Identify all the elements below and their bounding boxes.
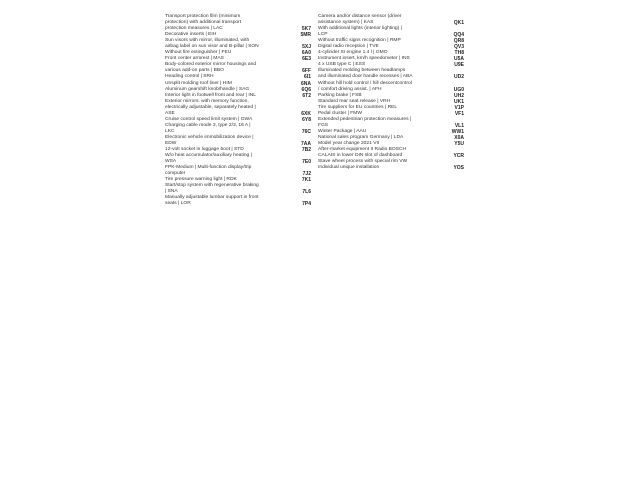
option-description: Aluminum gearshift knob/handle | SAG: [165, 86, 250, 92]
option-code: X0A: [454, 134, 464, 141]
option-description: Without fire extinguisher | FEU: [165, 50, 232, 56]
option-description: Model year change 2021 VII: [318, 140, 380, 146]
option-description: Transport protection film (minimum protection) with additional transport protection measures | LAC: [165, 14, 242, 32]
option-code: 7E0: [302, 159, 311, 166]
option-description: Charging cable mode 3, type 2/3, 16 A | LKC: [165, 122, 251, 134]
options-column-left: [165, 14, 311, 208]
option-description: Interior light in footwell front and rear | INL: [165, 92, 256, 98]
option-code: 6Y8: [302, 116, 311, 123]
option-code: UK1: [453, 98, 464, 105]
option-description: Manually adjustable lumbar support in front seats | LOR: [165, 195, 259, 207]
option-description: Digital radio reception | TVE: [318, 44, 379, 50]
option-description: Front center armrest | MAS: [165, 56, 224, 62]
option-code: 7AA: [300, 140, 311, 147]
option-code: 76C: [301, 128, 311, 135]
option-code: TH8: [454, 50, 464, 57]
option-description: Parking brake | FSB: [318, 92, 362, 98]
option-row: [318, 81, 464, 93]
option-code: 6XK: [301, 110, 311, 117]
option-code: YCR: [453, 153, 464, 160]
option-description: Decorative inserts | EIH: [165, 32, 217, 38]
option-code: 6Q6: [301, 86, 311, 93]
option-code: 5K7: [301, 26, 311, 33]
option-code: V1P: [454, 104, 464, 111]
option-description: W/o heat accumulator/auxiliary heating | WSA: [165, 153, 252, 165]
option-code: QQ4: [453, 32, 464, 39]
option-description: With additional lights (interior lighting) | LCP: [318, 26, 402, 38]
option-code: 6FF: [302, 68, 311, 75]
option-description: Tire pressure warning light | RDK: [165, 177, 237, 183]
option-description: Unsplit molding roof liner | HIM: [165, 80, 232, 86]
option-description: 12-volt socket in luggage boot | STD: [165, 147, 244, 153]
option-description: Tire suppliers for EU countries | REL: [318, 104, 398, 110]
option-description: Instrument insert, km/h speedometer | INS: [318, 56, 410, 62]
option-description: Pedal cluster | FMW: [318, 110, 362, 116]
option-code: VF1: [454, 110, 464, 117]
option-description: Extended pedestrian protection measures | FGS: [318, 116, 412, 128]
option-row: [165, 195, 311, 207]
option-row: [318, 68, 464, 80]
option-description: National sales program Germany | LDA: [318, 134, 404, 140]
option-code: UG0: [453, 86, 464, 93]
option-row: [165, 62, 311, 74]
option-code: 5XJ: [302, 44, 311, 51]
option-code: U5A: [453, 56, 464, 63]
options-column-right: [318, 14, 464, 171]
option-code: QR8: [453, 38, 464, 45]
option-code: 6E3: [302, 56, 311, 63]
option-row: [318, 26, 464, 38]
option-row: [165, 14, 311, 32]
option-code: 6NA: [300, 80, 311, 87]
option-description: Heading control | SRH: [165, 74, 214, 80]
option-row: [165, 38, 311, 50]
option-code: UD2: [453, 74, 464, 81]
option-code: WW1: [451, 128, 464, 135]
option-row: [165, 123, 311, 135]
option-description: 4-cylinder SI engine 1.4 l | GMO: [318, 50, 388, 56]
option-description: Without traffic signs recognition | RMP: [318, 38, 401, 44]
option-row: [165, 99, 311, 117]
option-row: [165, 165, 311, 177]
option-description: Sun visors with mirror, illuminated, with airbag label on sun visor and B-pillar | SON: [165, 38, 259, 50]
option-description: Body-colored exterior mirror housings and various add-on parts | BBO: [165, 62, 257, 74]
option-description: Stave wheel process with special rim VW Individual unique installation: [318, 159, 408, 171]
option-row: [318, 159, 464, 171]
option-description: Standard rear seat release | VRH: [318, 98, 391, 104]
option-code: 6T2: [302, 92, 311, 99]
option-code: UH2: [453, 92, 464, 99]
option-description: Electronic vehicle immobilization device | EDW: [165, 134, 254, 146]
option-description: 4 x USB type C | ESS: [318, 62, 366, 68]
option-code: YOS: [453, 165, 464, 172]
option-code: VL1: [454, 122, 464, 129]
option-row: [165, 153, 311, 165]
option-description: After-market equipment II Radio BOSCH CALAIS in lower DIN slot of dashboard: [318, 147, 407, 159]
option-description: FPK-Medium | Multi-function display/trip computer: [165, 165, 252, 177]
option-code: QV3: [453, 44, 464, 51]
option-code: QK1: [453, 20, 464, 27]
option-row: [318, 147, 464, 159]
option-code: 7L6: [302, 189, 311, 196]
option-description: Start/stop system with regenerative braking | SNA: [165, 183, 259, 195]
option-code: Y5U: [454, 140, 464, 147]
option-row: [318, 14, 464, 26]
option-code: 7P4: [302, 201, 311, 208]
option-row: [165, 183, 311, 195]
option-code: 6A0: [301, 50, 311, 57]
option-row: [165, 135, 311, 147]
option-description: Winter Package | AAU: [318, 128, 367, 134]
option-code: 7K1: [301, 177, 311, 184]
option-description: Cruise control speed limit system | GWA: [165, 116, 253, 122]
option-description: Camera and/or distance sensor (driver assistance system) | KAS: [318, 14, 402, 26]
option-description: Without hill hold control / hill descentcontrol / comfort driving assist. | AFH: [318, 80, 412, 92]
option-code: U9E: [454, 62, 464, 69]
option-code: 7B2: [301, 147, 311, 154]
option-code: 6I1: [304, 74, 311, 81]
option-description: Exterior mirrors: with memory function, electrically adjustable, separately heated | ASE: [165, 98, 256, 116]
option-row: [318, 117, 464, 129]
option-code: 5MR: [300, 32, 311, 39]
option-description: Illuminated molding between headlamps and illuminated door handle recesses | ABA: [318, 68, 413, 80]
option-code: 7J2: [302, 171, 311, 178]
